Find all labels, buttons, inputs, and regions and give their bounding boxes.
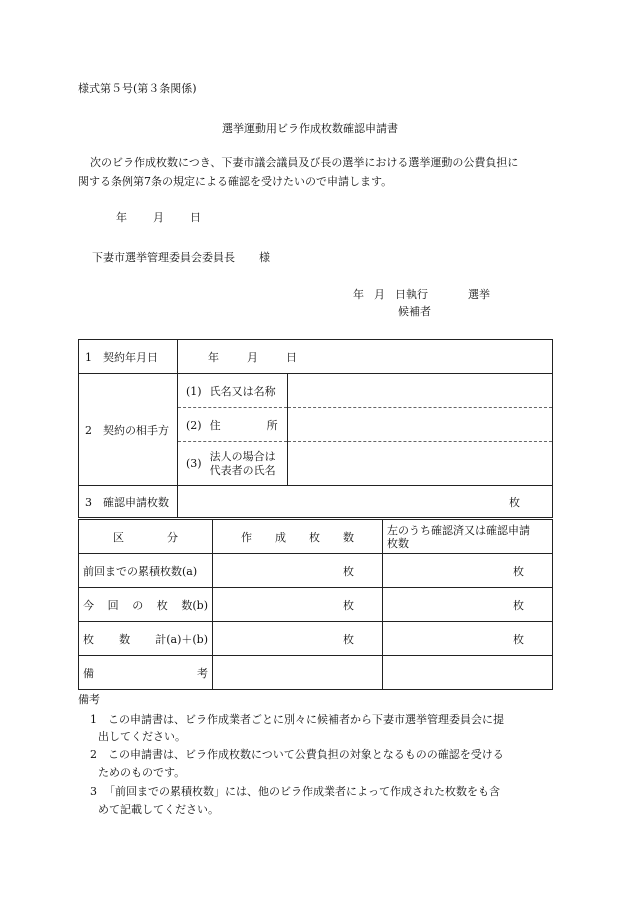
created-count-header: 作 成 枚 数 xyxy=(213,520,383,554)
table-row xyxy=(79,656,553,690)
remarks-label: 備 考 xyxy=(79,656,213,690)
note-1-line-1: この申請書は、ビラ作成業者ごとに別々に候補者から下妻市選挙管理委員会に提 xyxy=(108,713,504,726)
total-count-label: 枚 数 計(a)＋(b) xyxy=(79,622,213,656)
table-row xyxy=(79,622,553,656)
party-representative-field[interactable] xyxy=(288,442,553,486)
current-created-field[interactable]: 枚 xyxy=(213,588,383,622)
note-3-number: 3 xyxy=(90,785,97,798)
contract-table xyxy=(78,339,553,518)
party-address-field[interactable] xyxy=(288,408,553,442)
table-row xyxy=(79,554,553,588)
application-date xyxy=(116,211,201,225)
contract-party-label: 2 契約の相手方 xyxy=(79,374,178,486)
intro-line-1: 次のビラ作成枚数につき、下妻市議会議員及び長の選挙における選挙運動の公費負担に xyxy=(90,156,519,169)
note-2-line-2: ためのものです。 xyxy=(98,766,186,779)
note-3-line-1: 「前回までの累積枚数」には、他のビラ作成業者によって作成された枚数をも含 xyxy=(104,785,500,798)
current-count-label: 今 回 の 枚 数(b) xyxy=(79,588,213,622)
party-address-label: (2) 住 所 xyxy=(178,408,288,442)
election-month: 月 xyxy=(374,288,385,301)
note-2-number: 2 xyxy=(90,748,97,761)
party-name-label: (1) 氏名又は名称 xyxy=(178,374,288,408)
note-3-line-2: めて記載してください。 xyxy=(98,803,219,816)
total-confirmed-field[interactable]: 枚 xyxy=(383,622,553,656)
election-year: 年 xyxy=(353,288,364,301)
date-day: 日 xyxy=(190,211,201,224)
table-row xyxy=(79,588,553,622)
total-created-field[interactable]: 枚 xyxy=(213,622,383,656)
date-year: 年 xyxy=(116,211,127,224)
notes-heading: 備考 xyxy=(78,693,100,706)
election-name: 選挙 xyxy=(468,288,490,301)
contract-date-field[interactable]: 年 月 日 xyxy=(178,340,553,374)
note-2-line-1: この申請書は、ビラ作成枚数について公費負担の対象となるものの確認を受ける xyxy=(108,748,504,761)
remarks-created-field[interactable] xyxy=(213,656,383,690)
cumulative-created-field[interactable]: 枚 xyxy=(213,554,383,588)
candidate-label: 候補者 xyxy=(398,305,431,318)
remarks-confirmed-field[interactable] xyxy=(383,656,553,690)
addressee xyxy=(92,251,270,265)
election-day-held: 日執行 xyxy=(395,288,428,301)
form-number: 様式第５号(第３条関係) xyxy=(78,82,197,95)
count-table xyxy=(78,519,553,690)
party-representative-label: (3) 法人の場合は 代表者の氏名 xyxy=(178,442,288,486)
contract-date-label: 1 契約年月日 xyxy=(79,340,178,374)
requested-count-label: 3 確認申請枚数 xyxy=(79,486,178,518)
note-1-line-2: 出してください。 xyxy=(98,730,186,743)
requested-count-field[interactable]: 枚 xyxy=(509,495,520,509)
page-title: 選挙運動用ビラ作成枚数確認申請書 xyxy=(222,122,398,135)
confirmed-count-header: 左のうち確認済又は確認申請 枚数 xyxy=(383,520,553,554)
current-confirmed-field[interactable]: 枚 xyxy=(383,588,553,622)
cumulative-count-label: 前回までの累積枚数(a) xyxy=(79,554,213,588)
addressee-name: 下妻市選挙管理委員会委員長 xyxy=(92,251,235,264)
addressee-honorific: 様 xyxy=(259,251,270,264)
note-1-number: 1 xyxy=(90,713,97,726)
date-month: 月 xyxy=(153,211,164,224)
category-header: 区 分 xyxy=(79,520,213,554)
cumulative-confirmed-field[interactable]: 枚 xyxy=(383,554,553,588)
election-line xyxy=(353,288,490,302)
intro-line-2: 関する条例第7条の規定による確認を受けたいので申請します。 xyxy=(78,175,393,188)
party-name-field[interactable] xyxy=(288,374,553,408)
